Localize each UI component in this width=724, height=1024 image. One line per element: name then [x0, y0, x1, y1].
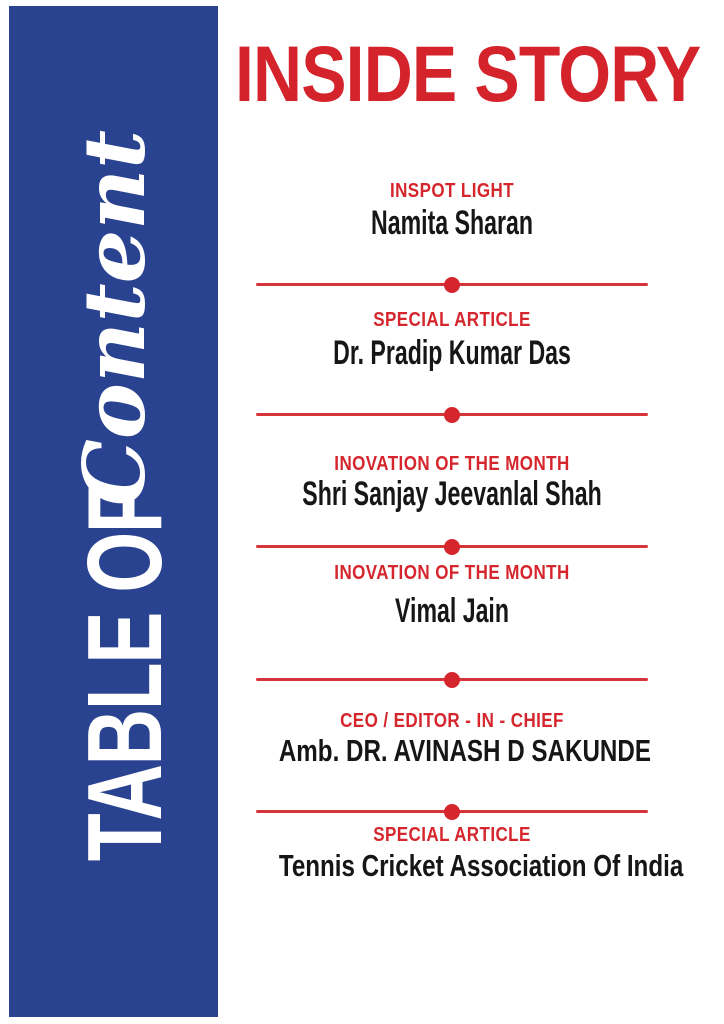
- section-divider: [256, 545, 648, 548]
- section-name: Namita Sharan: [371, 204, 533, 242]
- blue-banner: [9, 6, 218, 1017]
- section-label: INSPOT LIGHT: [389, 180, 515, 202]
- divider-dot: [444, 277, 460, 293]
- divider-dot: [444, 539, 460, 555]
- section-label: SPECIAL ARTICLE: [373, 824, 531, 846]
- section-divider: [256, 283, 648, 286]
- banner-script-word: Content: [65, 129, 164, 507]
- section-label: INOVATION OF THE MONTH: [334, 453, 570, 475]
- section-label: INOVATION OF THE MONTH: [334, 562, 570, 584]
- page-title: INSIDE STORY: [235, 29, 701, 118]
- section-name: Amb. DR. AVINASH D SAKUNDE: [278, 733, 651, 768]
- section-divider: [256, 413, 648, 416]
- section-name: Dr. Pradip Kumar Das: [333, 334, 571, 372]
- section-label: SPECIAL ARTICLE: [373, 309, 531, 331]
- divider-dot: [444, 672, 460, 688]
- divider-dot: [444, 804, 460, 820]
- section-divider: [256, 810, 648, 813]
- section-divider: [256, 678, 648, 681]
- banner-block-word: TABLE OF: [66, 486, 184, 862]
- section-name: Tennis Cricket Association Of India: [278, 848, 684, 883]
- section-name: Vimal Jain: [395, 592, 509, 630]
- section-label: CEO / EDITOR - IN - CHIEF: [340, 710, 564, 732]
- divider-dot: [444, 407, 460, 423]
- section-name: Shri Sanjay Jeevanlal Shah: [302, 475, 602, 513]
